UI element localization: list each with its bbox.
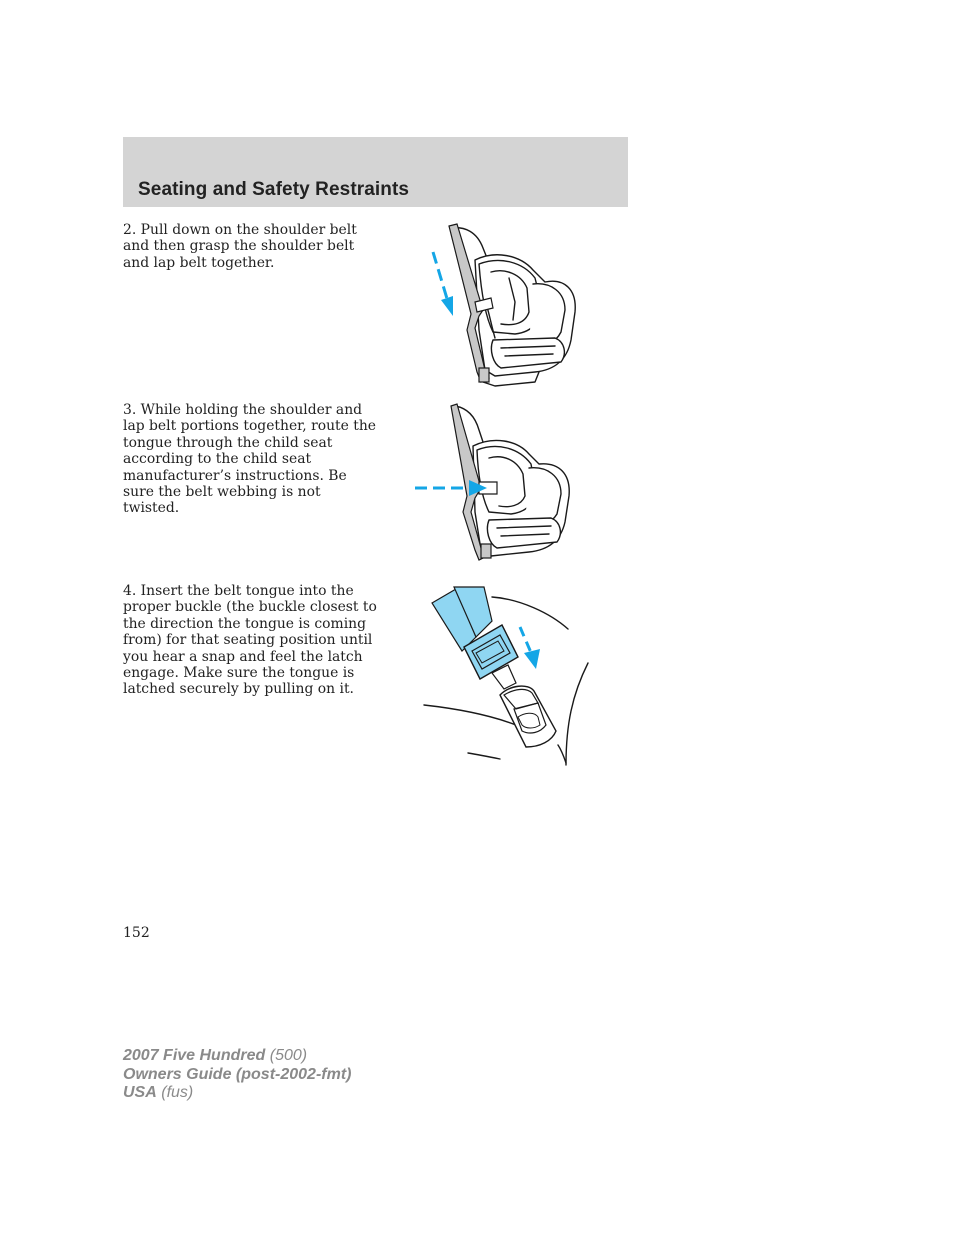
footer-guide: Owners Guide (post-2002-fmt): [123, 1065, 352, 1083]
footer-line-2: [123, 1066, 351, 1085]
footer-model: 2007 Five Hundred: [123, 1047, 266, 1064]
section-header-band: [123, 137, 628, 207]
step-3-text: 3. While holding the shoulder and lap belt portions together, route the tongue through the child seat according to the child seat manufacturer’s instructions. Be sure the belt webbing is not twisted.: [123, 402, 377, 517]
document-footer: [123, 1047, 351, 1103]
footer-model-code: (500): [269, 1047, 308, 1064]
footer-market: USA: [123, 1084, 157, 1101]
footer-market-code: (fus): [161, 1084, 194, 1101]
step-4-text: 4. Insert the belt tongue into the proper buckle (the buckle closest to the direction the tongue is coming from) for that seating position until you hear a snap and feel the latch engage. Make sure the tongue is latched securely by pulling on it.: [123, 583, 377, 698]
buckle-insert-illustration: [420, 585, 595, 770]
child-seat-route-tongue-illustration: [405, 402, 590, 572]
page-number: 152: [123, 925, 150, 941]
step-2-text: 2. Pull down on the shoulder belt and then grasp the shoulder belt and lap belt together.: [123, 222, 357, 271]
footer-line-1: [123, 1047, 351, 1066]
footer-line-3: [123, 1084, 351, 1103]
section-title: Seating and Safety Restraints: [138, 179, 410, 200]
child-seat-pull-belt-illustration: [405, 220, 590, 390]
